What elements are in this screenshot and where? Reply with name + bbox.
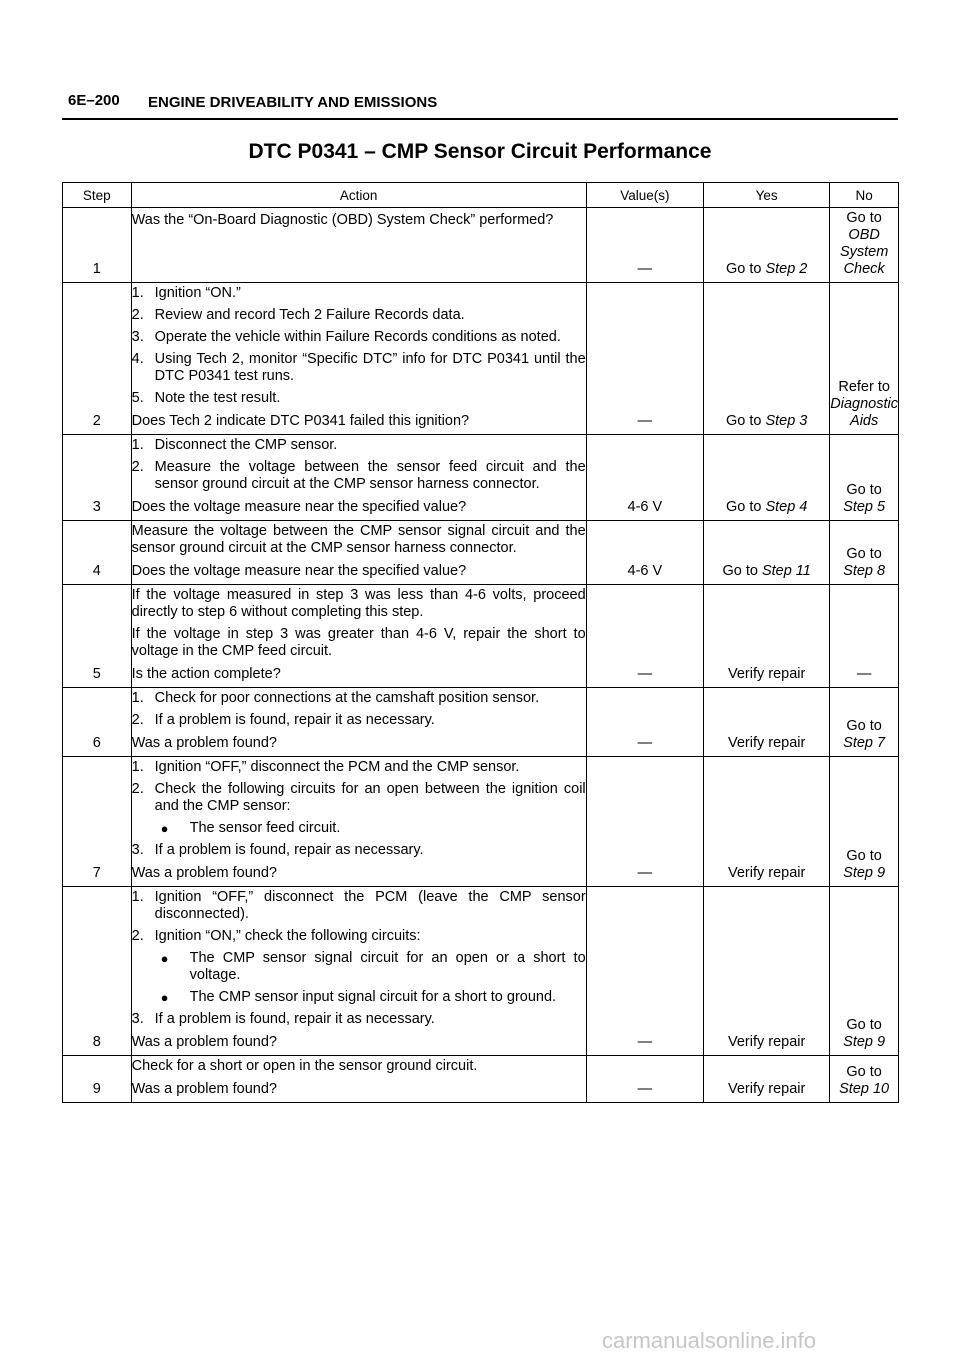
action-cell: [131, 435, 586, 521]
action-question: Does Tech 2 indicate DTC P0341 failed this ignition?: [131, 413, 470, 429]
value-cell: —: [586, 688, 703, 757]
action-item: 1. Check for poor connections at the camshaft position sensor.: [131, 690, 540, 706]
table-row: [63, 585, 899, 688]
step-reference: Step 9: [843, 1034, 886, 1050]
watermark: carmanualsonline.info: [602, 1328, 817, 1353]
action-question: Is the action complete?: [131, 666, 281, 682]
bullet-icon: ●: [160, 990, 169, 1005]
yes-cell: Verify repair: [704, 1056, 830, 1103]
step-number: 4: [63, 521, 132, 585]
action-cell: [131, 521, 586, 585]
column-header-no: No: [830, 183, 899, 208]
action-cell: [131, 1056, 586, 1103]
yes-cell: Go to Step 2: [704, 208, 830, 283]
step-number: 2: [63, 283, 132, 435]
table-row: [63, 521, 899, 585]
step-number: 3: [63, 435, 132, 521]
no-cell: —: [830, 585, 899, 688]
yes-cell: Verify repair: [704, 887, 830, 1056]
no-cell: Go to Step 9: [830, 757, 899, 887]
action-item: 3. If a problem is found, repair it as necessary.: [131, 1011, 435, 1027]
table-row: [63, 757, 899, 887]
step-number: 5: [63, 585, 132, 688]
value-cell: —: [586, 283, 703, 435]
value-cell: —: [586, 757, 703, 887]
action-paragraph: Measure the voltage between the CMP sensor signal circuit and the sensor ground circuit at the CMP sensor harness connector.: [131, 523, 586, 556]
action-cell: [131, 887, 586, 1056]
yes-cell: Go to Step 4: [704, 435, 830, 521]
value-cell: —: [586, 208, 703, 283]
table-row: [63, 435, 899, 521]
diagnostic-table: [62, 182, 899, 1103]
no-cell: Go to Step 10: [830, 1056, 899, 1103]
action-item: 2. Review and record Tech 2 Failure Records data.: [131, 307, 465, 323]
value-cell: 4-6 V: [586, 521, 703, 585]
action-item: 1. Disconnect the CMP sensor.: [131, 437, 338, 453]
action-bullet: ● The CMP sensor signal circuit for an open or a short to voltage.: [160, 950, 586, 983]
yes-cell: Go to Step 11: [704, 521, 830, 585]
action-cell: [131, 757, 586, 887]
step-reference: Step 3: [765, 413, 808, 429]
action-item: 1. Ignition “OFF,” disconnect the PCM and the CMP sensor.: [131, 759, 520, 775]
no-cell: Go to Step 7: [830, 688, 899, 757]
value-cell: 4-6 V: [586, 435, 703, 521]
action-item: 1. Ignition “ON.”: [131, 285, 241, 301]
action-item: 2. Ignition “ON,” check the following circuits:: [131, 928, 421, 944]
yes-cell: Verify repair: [704, 688, 830, 757]
action-question: Was the “On-Board Diagnostic (OBD) System Check” performed?: [131, 212, 554, 228]
bullet-icon: ●: [160, 951, 169, 966]
action-cell: [131, 283, 586, 435]
step-number: 7: [63, 757, 132, 887]
no-cell: Go to Step 8: [830, 521, 899, 585]
step-reference: Step 9: [843, 865, 886, 881]
action-item: 2. If a problem is found, repair it as necessary.: [131, 712, 435, 728]
action-item: 2. Check the following circuits for an open between the ignition coil and the CMP sensor:: [131, 781, 586, 814]
column-header-action: Action: [131, 183, 586, 208]
bullet-icon: ●: [160, 821, 169, 836]
action-paragraph: If the voltage in step 3 was greater than 4-6 V, repair the short to voltage in the CMP feed circuit.: [131, 626, 586, 659]
action-question: Was a problem found?: [131, 865, 277, 881]
value-cell: —: [586, 887, 703, 1056]
column-header-values: Value(s): [586, 183, 703, 208]
action-item: 1. Ignition “OFF,” disconnect the PCM (leave the CMP sensor disconnected).: [131, 889, 586, 922]
action-item: 5. Note the test result.: [131, 390, 281, 406]
action-bullet: ● The sensor feed circuit.: [160, 820, 341, 836]
action-question: Was a problem found?: [131, 1034, 277, 1050]
page-number: 6E–200: [68, 92, 120, 109]
action-item: 4. Using Tech 2, monitor “Specific DTC” info for DTC P0341 until the DTC P0341 test runs.: [131, 351, 586, 384]
table-row: [63, 1056, 899, 1103]
step-reference: Step 2: [765, 261, 808, 277]
step-number: 1: [63, 208, 132, 283]
yes-cell: Verify repair: [704, 757, 830, 887]
action-question: Was a problem found?: [131, 1081, 277, 1097]
yes-cell: Verify repair: [704, 585, 830, 688]
table-header-row: [63, 183, 899, 208]
action-cell: [131, 585, 586, 688]
column-header-yes: Yes: [704, 183, 830, 208]
action-item: 2. Measure the voltage between the sensor feed circuit and the sensor ground circuit at the CMP sensor harness connector.: [131, 459, 586, 492]
action-question: Does the voltage measure near the specified value?: [131, 499, 467, 515]
step-reference: Step 10: [839, 1081, 890, 1097]
step-reference: Step 11: [761, 563, 811, 579]
table-row: [63, 208, 899, 283]
no-cell: Refer to Diagnostic Aids: [830, 283, 899, 435]
step-reference: Step 7: [843, 735, 886, 751]
action-paragraph: If the voltage measured in step 3 was less than 4-6 volts, proceed directly to step 6 without completing this step.: [131, 587, 586, 620]
step-number: 9: [63, 1056, 132, 1103]
action-question: Does the voltage measure near the specified value?: [131, 563, 467, 579]
action-item: 3. Operate the vehicle within Failure Records conditions as noted.: [131, 329, 561, 345]
step-reference: Step 8: [843, 563, 886, 579]
page-header: [62, 92, 898, 120]
no-cell: Go to Step 5: [830, 435, 899, 521]
action-cell: [131, 688, 586, 757]
yes-cell: Go to Step 3: [704, 283, 830, 435]
table-row: [63, 688, 899, 757]
no-cell: Go to OBD System Check: [830, 208, 899, 283]
table-row: [63, 283, 899, 435]
step-number: 6: [63, 688, 132, 757]
column-header-step: Step: [63, 183, 132, 208]
action-paragraph: Check for a short or open in the sensor ground circuit.: [131, 1058, 478, 1074]
step-reference: Step 4: [765, 499, 808, 515]
value-cell: —: [586, 585, 703, 688]
table-row: [63, 887, 899, 1056]
action-item: 3. If a problem is found, repair as necessary.: [131, 842, 424, 858]
action-question: Was a problem found?: [131, 735, 277, 751]
value-cell: —: [586, 1056, 703, 1103]
action-bullet: ● The CMP sensor input signal circuit for a short to ground.: [160, 989, 557, 1005]
document-title: DTC P0341 – CMP Sensor Circuit Performance: [248, 140, 712, 163]
step-number: 8: [63, 887, 132, 1056]
no-cell: Go to Step 9: [830, 887, 899, 1056]
step-reference: Step 5: [843, 499, 886, 515]
action-cell: [131, 208, 586, 283]
section-title: ENGINE DRIVEABILITY AND EMISSIONS: [148, 94, 438, 111]
